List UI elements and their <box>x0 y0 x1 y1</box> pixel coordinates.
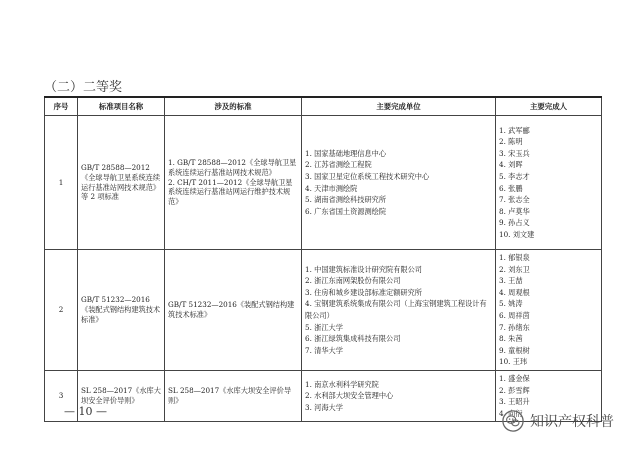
standard-item: GB/T 51232—2016《装配式钢结构建筑技术标准》 <box>168 300 295 319</box>
unit-item: 1. 中国建筑标准设计研究院有限公司 <box>305 264 422 274</box>
person-item: 9. 孙占义 <box>499 218 530 228</box>
section-title: （二）二等奖 <box>44 80 123 95</box>
unit-item: 4. 宝钢建筑系统集成有限公司（上海宝钢建筑工程设计有限公司） <box>305 299 487 320</box>
project-name: GB/T 28588—2012《全球导航卫星系统连续运行基准站网技术规范》等 2 项标准 <box>78 116 165 250</box>
standard-item: SL 258—2017《水库大坝安全评价导则》 <box>168 386 292 406</box>
project-name: SL 258—2017《水库大坝安全评价导则》 <box>78 371 165 422</box>
person-item: 2. 彭雪辉 <box>499 385 530 395</box>
row-number: 2 <box>45 250 78 371</box>
person-item: 5. 姚涛 <box>499 299 523 309</box>
people-cell <box>496 116 602 250</box>
watermark <box>502 410 614 432</box>
unit-item: 1. 南京水利科学研究院 <box>305 379 379 389</box>
person-item: 8. 朱茜 <box>499 334 523 344</box>
header-units: 主要完成单位 <box>302 97 496 116</box>
person-item: 8. 卢莫华 <box>499 206 530 216</box>
page-number: — 10 — <box>64 405 107 418</box>
person-item: 1. 盛金保 <box>499 374 530 383</box>
unit-item: 7. 清华大学 <box>305 345 343 355</box>
header-no: 序号 <box>45 97 78 116</box>
units-cell <box>302 116 496 250</box>
unit-item: 5. 湖南省测绘科技研究所 <box>305 195 387 205</box>
person-item: 2. 刘东卫 <box>499 264 530 274</box>
person-item: 1. 武军郦 <box>499 125 530 135</box>
person-item: 7. 张志全 <box>499 195 530 205</box>
person-item: 5. 李志才 <box>499 171 530 181</box>
person-item: 4. 向衍 <box>499 408 523 418</box>
person-item: 3. 宋玉兵 <box>499 148 530 158</box>
person-item: 2. 陈明 <box>499 137 523 147</box>
person-item: 4. 周观根 <box>499 287 530 297</box>
unit-item: 4. 天津市测绘院 <box>305 183 358 193</box>
watermark-text: 知识产权科普 <box>530 414 614 430</box>
row-number: 1 <box>45 116 78 250</box>
unit-item: 2. 水利部大坝安全管理中心 <box>305 391 394 401</box>
units-cell <box>302 371 496 422</box>
table-row <box>45 250 602 371</box>
project-name: GB/T 51232—2016《装配式钢结构建筑技术标准》 <box>78 250 165 371</box>
unit-item: 5. 浙江大学 <box>305 322 343 332</box>
person-item: 6. 周祥茵 <box>499 311 530 320</box>
standard-item: 1. GB/T 28588—2012《全球导航卫星系统连续运行基准站网技术规范》 <box>168 158 297 177</box>
units-cell <box>302 250 496 371</box>
person-item: 1. 郁银泉 <box>499 253 530 263</box>
person-item: 3. 王昭升 <box>499 397 530 407</box>
unit-item: 3. 住房和城乡建设部标准定额研究所 <box>305 287 422 297</box>
header-standards: 涉及的标准 <box>165 97 302 116</box>
people-cell <box>496 250 602 371</box>
header-people: 主要完成人 <box>496 97 602 116</box>
standards-cell <box>165 116 302 250</box>
row-number: 3 <box>45 371 78 422</box>
person-item: 7. 孙绪东 <box>499 322 530 332</box>
unit-item: 6. 浙江绿筑集成科技有限公司 <box>305 334 401 344</box>
standard-item: 2. CH/T 2011—2012《全球导航卫星系统连续运行基准站网运行维护技术规范》 <box>168 177 293 207</box>
standards-cell <box>165 250 302 371</box>
unit-item: 2. 浙江东南网架股份有限公司 <box>305 276 401 286</box>
standards-cell <box>165 371 302 422</box>
person-item: 10. 刘文建 <box>499 229 535 239</box>
person-item: 4. 刘晖 <box>499 160 523 170</box>
table-row <box>45 116 602 250</box>
person-item: 9. 童根树 <box>499 345 530 355</box>
person-item: 10. 王玮 <box>499 357 528 367</box>
unit-item: 3. 国家卫星定位系统工程技术研究中心 <box>305 171 430 181</box>
person-item: 6. 张鹏 <box>499 183 523 193</box>
unit-item: 6. 广东省国土资源测绘院 <box>305 206 387 216</box>
table-header-row <box>45 97 602 116</box>
awards-table <box>44 96 602 422</box>
unit-item: 3. 河海大学 <box>305 402 343 412</box>
header-project-name: 标准项目名称 <box>78 97 165 116</box>
wechat-logo-icon <box>502 410 524 432</box>
unit-item: 1. 国家基础地理信息中心 <box>305 148 387 158</box>
person-item: 3. 王喆 <box>499 276 523 286</box>
unit-item: 2. 江苏省测绘工程院 <box>305 160 372 170</box>
